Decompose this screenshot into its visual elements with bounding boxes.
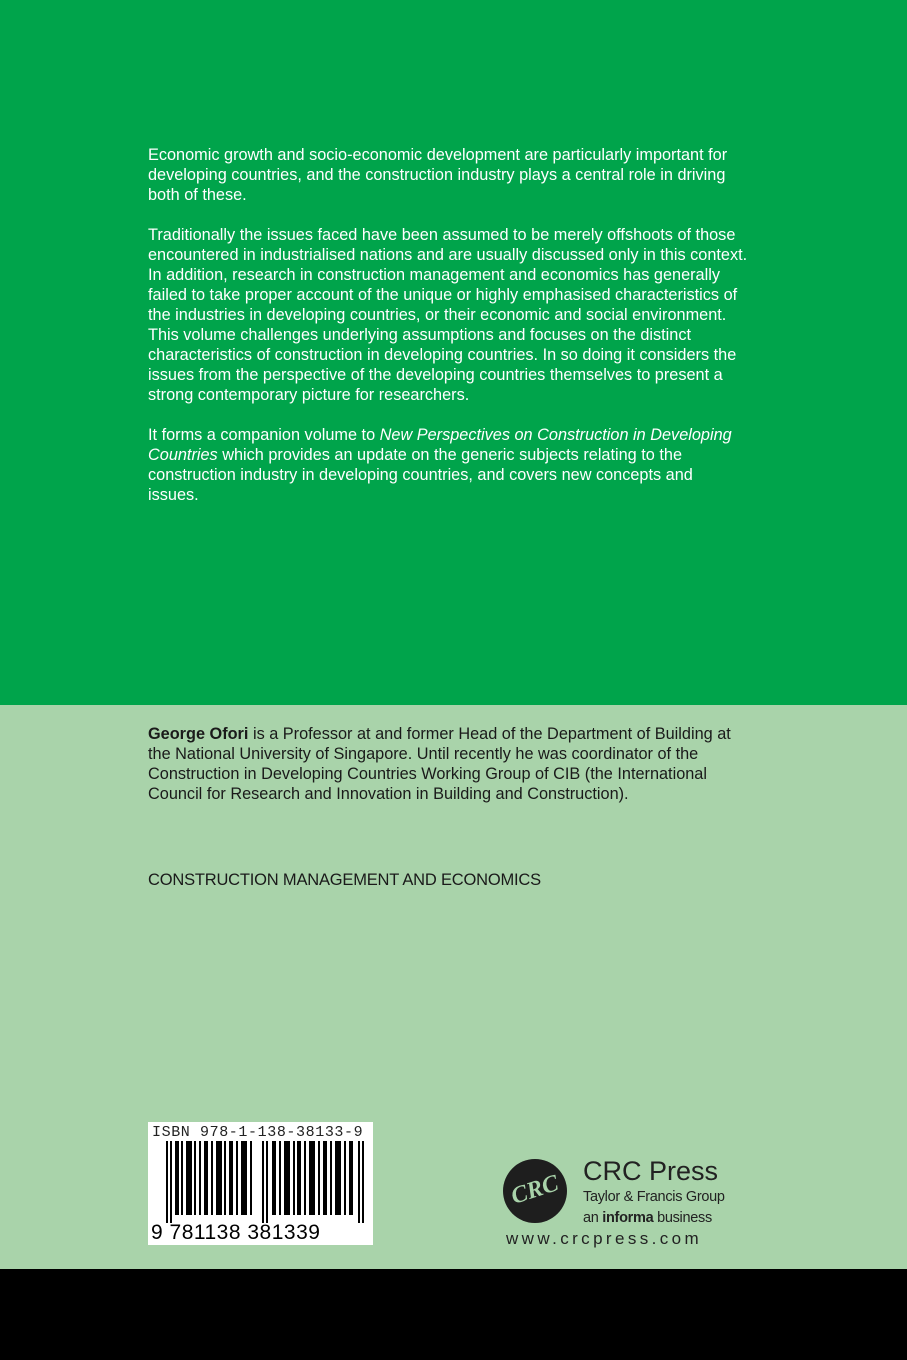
barcode-icon — [166, 1141, 366, 1223]
publisher-group: Taylor & Francis Group — [583, 1189, 725, 1205]
blurb-p3-prefix: It forms a companion volume to — [148, 426, 380, 444]
series-title: CONSTRUCTION MANAGEMENT AND ECONOMICS — [148, 871, 541, 889]
informa-line — [583, 1210, 712, 1226]
informa-brand: informa — [602, 1210, 654, 1226]
author-name: George Ofori — [148, 725, 249, 743]
informa-prefix: an — [583, 1210, 603, 1226]
blurb-paragraph-1: Economic growth and socio-economic development are particularly important for developing countries, and the construction industry plays a central role in driving both of these. — [148, 146, 728, 204]
publisher-url: www.crcpress.com — [506, 1229, 703, 1248]
publisher-name: CRC Press — [583, 1156, 719, 1186]
companion-title: New Perspectives on Construction in Developing Countries — [148, 426, 732, 464]
blurb-p3-suffix: which provides an update on the generic subjects relating to the construction industry in developing countries, and covers new concepts and issues. — [148, 446, 693, 504]
author-bio — [148, 724, 748, 804]
footer-band — [0, 1269, 907, 1360]
bio-text: is a Professor at and former Head of the Department of Building at the National University of Singapore. Until recently he was coordinator of the Construction in Developing Countries Working Group of CIB (the International Council for Research and Innovation in Building and Construction). — [148, 725, 731, 803]
blurb-paragraph-2: Traditionally the issues faced have been assumed to be merely offshoots of those encountered in industrialised nations and are usually discussed only in this context. In addition, research in construction management and economics has generally failed to take proper account of the unique or highly emphasised characteristics of the industries in developing countries, or their economic and social environment. This volume challenges underlying assumptions and focuses on the distinct characteristics of construction in developing countries. In so doing it considers the issues from the perspective of the developing countries themselves to present a strong contemporary picture for researchers. — [148, 226, 748, 404]
blurb-text — [148, 145, 748, 525]
isbn-label: ISBN 978-1-138-38133-9 — [152, 1124, 364, 1141]
crc-logo-text: CRC — [507, 1170, 562, 1210]
isbn-barcode — [148, 1122, 373, 1245]
blurb-paragraph-3 — [148, 425, 748, 505]
isbn-number: 9 781138 381339 — [151, 1221, 321, 1244]
informa-suffix: business — [653, 1210, 712, 1226]
crc-logo-icon — [503, 1159, 567, 1223]
